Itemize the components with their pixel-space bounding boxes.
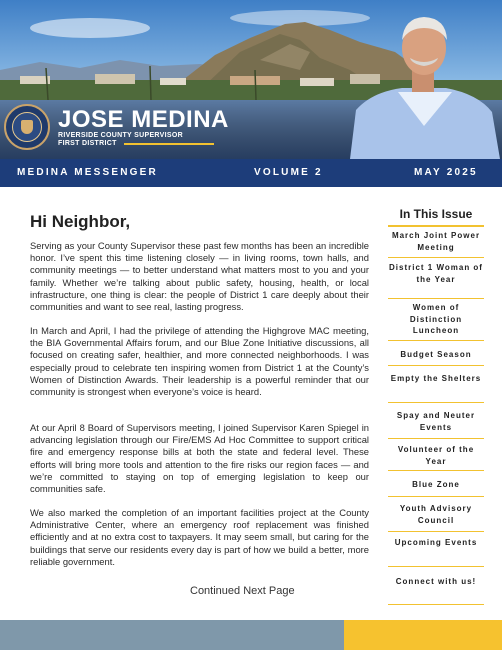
letter-paragraph: Serving as your County Supervisor these past few months has been an incredible honor. I’ve spent this time listening closely — in living rooms, town halls, and community meetings — to better understand what matters most to you and your family. Whether we’re talking about public safety, housing, health, or local infrastructure, one thing is clear: the people of District 1 care deeply about their communities and want to see real, lasting progress. [30,240,369,313]
sidebar-divider [388,402,484,403]
letter-paragraph: In March and April, I had the privilege of attending the Highgrove MAC meeting, the BIA Governmental Affairs forum, and our Blue Zone Initiative discussions, all focused on creating safer, healthier, and more connected neighborhoods. I was especially proud to celebrate ten inspiring women from District 1 at the County’s Women of Distinction Awards. Their leadership is a powerful reminder that our community is strongest when everyone’s voice is heard. [30,325,369,398]
sidebar-item-empty-the-shelters[interactable]: Empty the Shelters [390,374,482,383]
sidebar-divider [388,566,484,567]
letter-paragraph: We also marked the completion of an important facilities project at the County Administrative Center, where an emergency roof replacement was finished efficiently and at no extra cost to taxpayers. It may seem small, but caring for the buildings that serve our residents every day is part of how we build a better, more reliable government. [30,507,369,567]
sidebar-divider [388,470,484,471]
sidebar-item-youth-advisory[interactable]: Youth Advisory Council [399,504,473,525]
sidebar-divider [388,496,484,497]
sidebar-divider [388,340,484,341]
letter-paragraph: At our April 8 Board of Supervisors meeting, I joined Supervisor Karen Spiegel in advancing legislation through our Fire/EMS Ad Hoc Committee to support critical fire and emergency response bills at both the state and federal level. These efforts will bring more tools and attention to the fire risks our region faces — and we’re committed to staying on top of emerging legislation to keep our communities safe. [30,422,369,495]
sidebar-divider [388,604,484,605]
title-underline [124,143,214,145]
sidebar-item-spay-neuter[interactable]: Spay and Neuter Events [396,411,476,432]
supervisor-name: JOSE MEDINA [58,106,229,133]
newsletter-title: MEDINA MESSENGER [17,167,158,178]
header-banner [0,0,502,159]
sidebar-item-women-of-distinction[interactable]: Women of Distinction Luncheon [409,303,463,335]
sidebar-divider [388,531,484,532]
volume-label: VOLUME 2 [254,167,323,178]
sidebar-item-volunteer-of-year[interactable]: Volunteer of the Year [397,445,475,466]
continued-next-page: Continued Next Page [190,585,295,597]
county-seal-logo [4,104,50,150]
sidebar-divider [388,298,484,299]
newsletter-masthead-bar [0,159,502,187]
sidebar-item-upcoming-events[interactable]: Upcoming Events [394,538,478,547]
issue-date: MAY 2025 [414,167,478,178]
sidebar-item-connect[interactable]: Connect with us! [395,577,477,586]
sidebar-title-rule [388,225,484,227]
sidebar-divider [388,257,484,258]
sidebar-item-woman-of-year[interactable]: District 1 Woman of the Year [389,263,483,284]
sidebar-title: In This Issue [399,207,473,221]
letter-greeting: Hi Neighbor, [30,212,131,231]
sidebar-divider [388,438,484,439]
sidebar-item-blue-zone[interactable]: Blue Zone [412,480,460,489]
sidebar-item-budget-season[interactable]: Budget Season [400,350,472,359]
sidebar-item-march-joint-power[interactable]: March Joint Power Meeting [391,231,481,252]
footer-bar-gold [344,620,502,650]
district-label: FIRST DISTRICT [58,140,117,147]
supervisor-title: RIVERSIDE COUNTY SUPERVISOR [58,132,183,139]
seal-emblem [12,112,42,142]
footer-bar-gray [0,620,344,650]
sidebar-divider [388,365,484,366]
